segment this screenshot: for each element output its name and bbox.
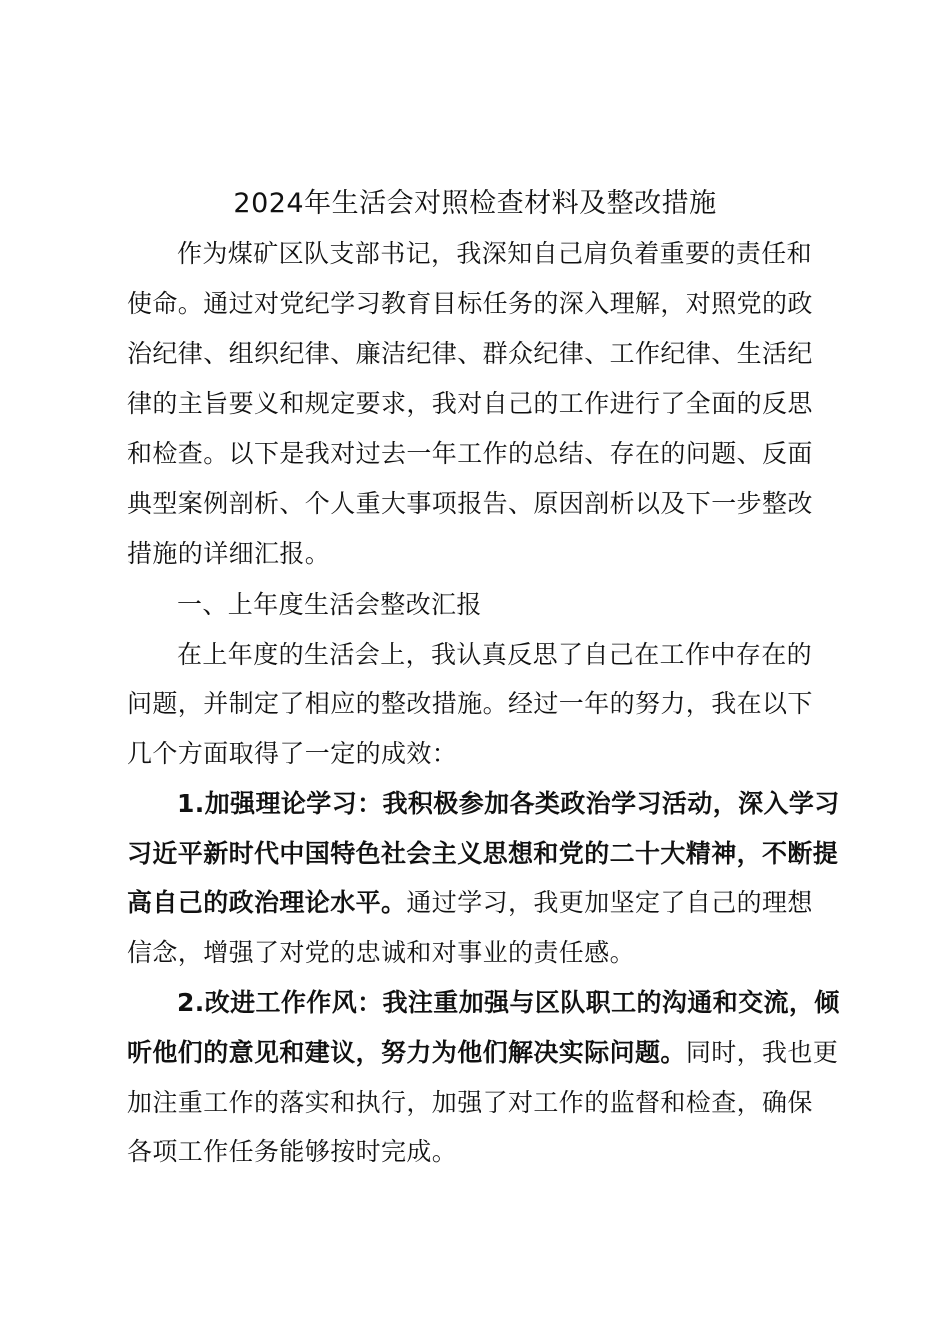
bold-line: 2.改进工作作风：我注重加强与区队职工的沟通和交流，倾 xyxy=(177,988,840,1017)
mixed-line xyxy=(127,886,847,920)
paragraph-line: 加注重工作的落实和执行，加强了对工作的监督和检查，确保 xyxy=(127,1088,813,1117)
document-title: 2024年生活会对照检查材料及整改措施 xyxy=(233,188,717,219)
paragraph-line: 各项工作任务能够按时完成。 xyxy=(127,1137,458,1166)
paragraph-line: 律的主旨要义和规定要求，我对自己的工作进行了全面的反思 xyxy=(127,389,813,418)
normal-segment: 通过学习，我更加坚定了自己的理想 xyxy=(406,888,813,917)
paragraph-line: 在上年度的生活会上，我认真反思了自己在工作中存在的 xyxy=(177,640,813,669)
paragraph-line: 典型案例剖析、个人重大事项报告、原因剖析以及下一步整改 xyxy=(127,489,813,518)
mixed-line xyxy=(127,1036,847,1070)
paragraph-line: 问题，并制定了相应的整改措施。经过一年的努力，我在以下 xyxy=(127,689,813,718)
section-heading: 一、上年度生活会整改汇报 xyxy=(177,590,482,619)
bold-segment: 听他们的意见和建议，努力为他们解决实际问题。 xyxy=(127,1038,686,1067)
paragraph-line: 治纪律、组织纪律、廉洁纪律、群众纪律、工作纪律、生活纪 xyxy=(127,339,813,368)
paragraph-line: 几个方面取得了一定的成效： xyxy=(127,739,458,768)
paragraph-line: 信念，增强了对党的忠诚和对事业的责任感。 xyxy=(127,938,636,967)
bold-line: 1.加强理论学习：我积极参加各类政治学习活动，深入学习 xyxy=(177,789,840,818)
paragraph-line: 措施的详细汇报。 xyxy=(127,539,331,568)
bold-line: 习近平新时代中国特色社会主义思想和党的二十大精神，不断提 xyxy=(127,839,839,868)
paragraph-line: 作为煤矿区队支部书记，我深知自己肩负着重要的责任和 xyxy=(177,239,813,268)
paragraph-line: 和检查。以下是我对过去一年工作的总结、存在的问题、反面 xyxy=(127,439,813,468)
bold-segment: 高自己的政治理论水平。 xyxy=(127,888,407,917)
paragraph-line: 使命。通过对党纪学习教育目标任务的深入理解，对照党的政 xyxy=(127,289,813,318)
normal-segment: 同时，我也更 xyxy=(685,1038,839,1067)
